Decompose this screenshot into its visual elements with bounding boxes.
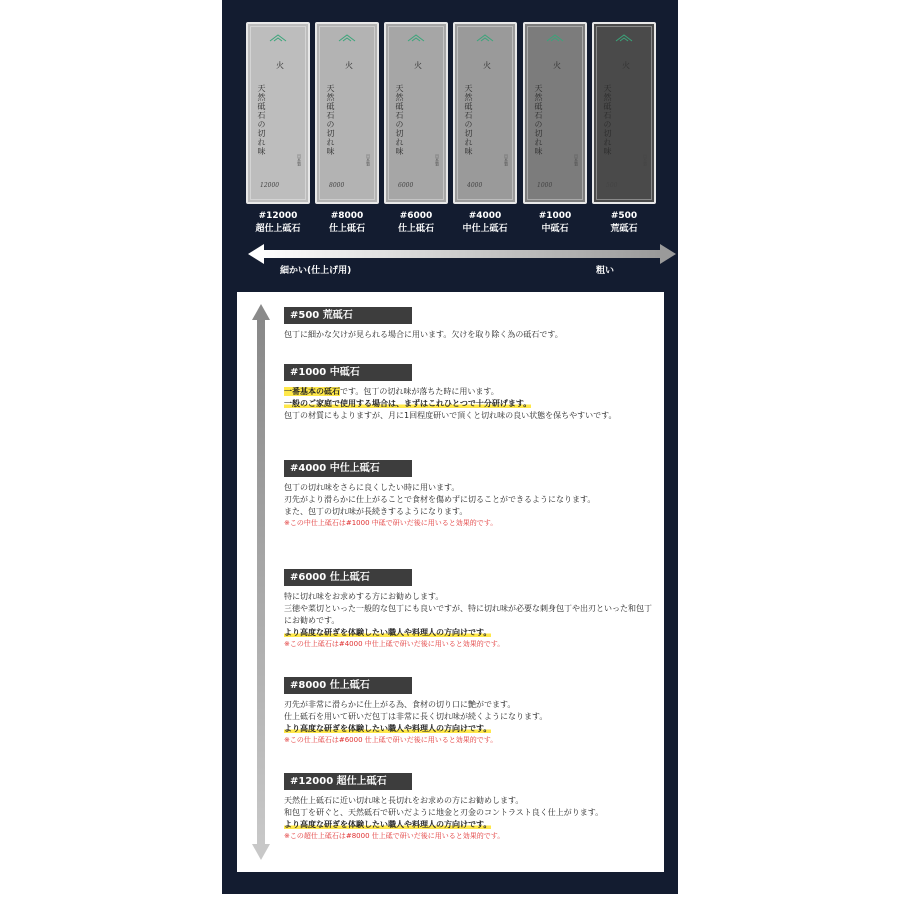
stone-maker-text: 日本製 <box>297 154 302 166</box>
section-4000 <box>284 460 654 529</box>
stone-label <box>376 210 456 236</box>
stone-grit-mark: 1000 <box>537 182 553 189</box>
section-text: 仕上砥石を用いて研いだ包丁は非常に長く切れ味が続くようになります。 <box>284 712 548 721</box>
brand-emblem-icon <box>406 28 426 38</box>
whetstone <box>384 22 448 204</box>
section-text: また、包丁の切れ味が長続きするようになります。 <box>284 507 468 516</box>
stone-fire-kanji: 火 <box>414 61 422 70</box>
section-text: 特に切れ味をお求めする方にお勧めします。 <box>284 592 444 601</box>
stone-grit: #1000 <box>538 211 572 221</box>
section-title: #4000 中仕上砥石 <box>284 460 412 477</box>
stone-vertical-text: 天然砥石の切れ味 <box>395 84 404 156</box>
stone-grit: #500 <box>610 211 638 221</box>
section-500 <box>284 307 654 341</box>
stone-type: 超仕上砥石 <box>255 224 301 234</box>
stone-grit-mark: 12000 <box>260 182 280 189</box>
coarseness-arrow-line <box>260 250 660 258</box>
stone-type: 仕上砥石 <box>397 224 434 234</box>
stone-maker-text: 日本製 <box>643 154 648 166</box>
arrow-left-icon <box>248 244 264 264</box>
stone-type: 仕上砥石 <box>328 224 365 234</box>
note-text: ※この超仕上砥石は#8000 仕上砥で研いだ後に用いると効果的です。 <box>284 832 505 840</box>
stone-vertical-text: 天然砥石の切れ味 <box>464 84 473 156</box>
stone-type: 中仕上砥石 <box>462 224 508 234</box>
stone-maker-text: 日本製 <box>435 154 440 166</box>
stone-label <box>584 210 664 236</box>
bold-text: より高度な研ぎを体験したい職人や料理人の方向けです。 <box>284 628 492 637</box>
arrow-down-icon <box>252 844 270 860</box>
section-1000 <box>284 364 654 422</box>
stone-maker-text: 日本製 <box>504 154 509 166</box>
vertical-arrow-line <box>257 318 265 846</box>
section-6000 <box>284 569 654 650</box>
stone-fire-kanji: 火 <box>276 61 284 70</box>
stone-vertical-text: 天然砥石の切れ味 <box>326 84 335 156</box>
stone-fire-kanji: 火 <box>553 61 561 70</box>
section-text: です。包丁の切れ味が落ちた時に用います。 <box>340 387 499 396</box>
bold-text: 一般のご家庭で使用する場合は、まずはこれひとつで十分研げます。 <box>284 399 532 408</box>
stone-label <box>238 210 318 236</box>
highlight-text: 一番基本の砥石 <box>284 387 340 396</box>
stone-grit: #4000 <box>468 211 502 221</box>
whetstone <box>592 22 656 204</box>
whetstone <box>315 22 379 204</box>
stone-fire-kanji: 火 <box>345 61 353 70</box>
stone-type: 中砥石 <box>541 224 569 234</box>
section-text: 包丁に細かな欠けが見られる場合に用います。欠けを取り除く為の砥石です。 <box>284 330 563 339</box>
note-text: ※この中仕上砥石は#1000 中砥で研いだ後に用いると効果的です。 <box>284 519 498 527</box>
stone-maker-text: 日本製 <box>366 154 371 166</box>
stone-maker-text: 日本製 <box>574 154 579 166</box>
section-text: 包丁の切れ味をさらに良くしたい時に用います。 <box>284 483 460 492</box>
note-text: ※この仕上砥石は#6000 仕上砥で研いだ後に用いると効果的です。 <box>284 736 498 744</box>
stone-grit-mark: 8000 <box>329 182 345 189</box>
stone-label <box>445 210 525 236</box>
stone-grit-mark: 500 <box>606 182 618 189</box>
arrow-up-icon <box>252 304 270 320</box>
stone-fire-kanji: 火 <box>622 61 630 70</box>
scale-fine-label: 細かい(仕上げ用) <box>280 266 352 276</box>
stone-type: 荒砥石 <box>610 224 638 234</box>
section-text: 三徳や菜切といった一般的な包丁にも良いですが、特に切れ味が必要な刺身包丁や出刃といった和包丁にお勧めです。 <box>284 604 652 625</box>
stone-vertical-text: 天然砥石の切れ味 <box>603 84 612 156</box>
section-title: #1000 中砥石 <box>284 364 412 381</box>
stone-label <box>307 210 387 236</box>
brand-emblem-icon <box>614 28 634 38</box>
bold-text: より高度な研ぎを体験したい職人や料理人の方向けです。 <box>284 724 492 733</box>
section-text: 刃先がより滑らかに仕上がることで食材を傷めずに切ることができるようになります。 <box>284 495 596 504</box>
whetstone <box>453 22 517 204</box>
section-12000 <box>284 773 654 842</box>
section-title: #6000 仕上砥石 <box>284 569 412 586</box>
stone-grit-mark: 6000 <box>398 182 414 189</box>
section-8000 <box>284 677 654 746</box>
brand-emblem-icon <box>268 28 288 38</box>
brand-emblem-icon <box>337 28 357 38</box>
stone-grit: #12000 <box>258 211 298 221</box>
section-title: #8000 仕上砥石 <box>284 677 412 694</box>
bold-text: より高度な研ぎを体験したい職人や料理人の方向けです。 <box>284 820 492 829</box>
section-text: 天然仕上砥石に近い切れ味と長切れをお求めの方にお勧めします。 <box>284 796 524 805</box>
brand-emblem-icon <box>545 28 565 38</box>
stone-grit: #6000 <box>399 211 433 221</box>
stone-label <box>515 210 595 236</box>
brand-emblem-icon <box>475 28 495 38</box>
whetstone <box>246 22 310 204</box>
whetstone <box>523 22 587 204</box>
stone-vertical-text: 天然砥石の切れ味 <box>257 84 266 156</box>
section-title: #12000 超仕上砥石 <box>284 773 412 790</box>
stone-fire-kanji: 火 <box>483 61 491 70</box>
section-text: 和包丁を研ぐと、天然砥石で研いだように地金と刃金のコントラスト良く仕上がります。 <box>284 808 604 817</box>
stone-grit: #8000 <box>330 211 364 221</box>
scale-coarse-label: 粗い <box>596 266 615 276</box>
stone-vertical-text: 天然砥石の切れ味 <box>534 84 543 156</box>
section-title: #500 荒砥石 <box>284 307 412 324</box>
section-text: 刃先が非常に滑らかに仕上がる為、食材の切り口に艶がでます。 <box>284 700 516 709</box>
section-text: 包丁の材質にもよりますが、月に1回程度研いで頂くと切れ味の良い状態を保ちやすいです。 <box>284 411 617 420</box>
stone-grit-mark: 4000 <box>467 182 483 189</box>
note-text: ※この仕上砥石は#4000 中仕上砥で研いだ後に用いると効果的です。 <box>284 640 505 648</box>
arrow-right-icon <box>660 244 676 264</box>
